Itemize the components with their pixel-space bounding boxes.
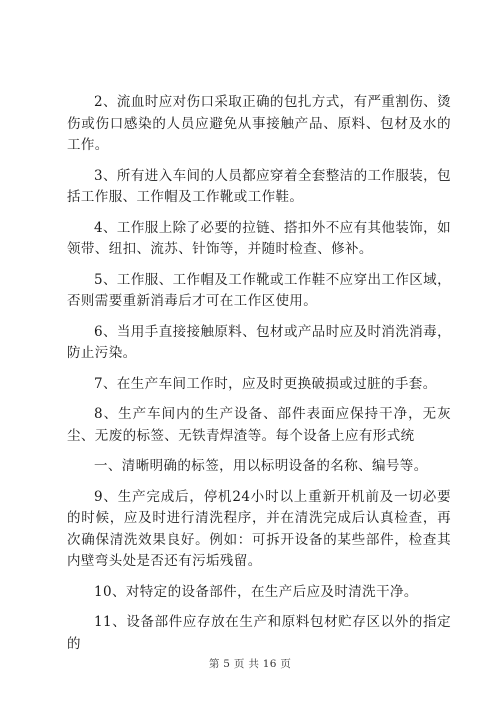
paragraph: 6、当用手直接接触原料、包材或产品时应及时消洗消毒，防止污染。 xyxy=(67,323,451,361)
paragraph: 10、对特定的设备部件，在生产后应及时清洗干净。 xyxy=(94,583,418,600)
paragraph: 2、流血时应对伤口采取正确的包扎方式，有严重割伤、烫伤或伤口感染的人员应避免从事接触产品、原料、包材及水的工作。 xyxy=(67,94,451,153)
paragraph: 9、生产完成后，停机24小时以上重新开机前及一切必要的时候，应及时进行清洗程序，并在清洗完成后认真检查，再次确保清洗效果良好。例如：可拆开设备的某些部件，检查其内壁弯头处是否还有污垢残留。 xyxy=(67,488,451,569)
paragraph: 11、设备部件应存放在生产和原料包材贮存区以外的指定的 xyxy=(67,614,451,652)
paragraph: 一、清晰明确的标签，用以标明设备的名称、编号等。 xyxy=(94,458,428,474)
paragraph: 4、工作服上除了必要的拉链、搭扣外不应有其他装饰，如领带、纽扣、流苏、针饰等，并随时检查、修补。 xyxy=(67,219,451,257)
document-body xyxy=(67,92,451,664)
paragraph: 3、所有进入车间的人员都应穿着全套整洁的工作服装，包括工作服、工作帽及工作靴或工作鞋。 xyxy=(67,167,451,205)
page-footer: 第 5 页 共 16 页 xyxy=(208,658,292,670)
paragraph: 7、在生产车间工作时，应及时更换破损或过脏的手套。 xyxy=(94,375,437,392)
paragraph: 8、生产车间内的生产设备、部件表面应保持干净，无灰尘、无废的标签、无铁青焊渣等。每个设备上应有形式统 xyxy=(67,406,451,444)
paragraph: 5、工作服、工作帽及工作靴或工作鞋不应穿出工作区域，否则需要重新消毒后才可在工作区使用。 xyxy=(67,271,451,309)
